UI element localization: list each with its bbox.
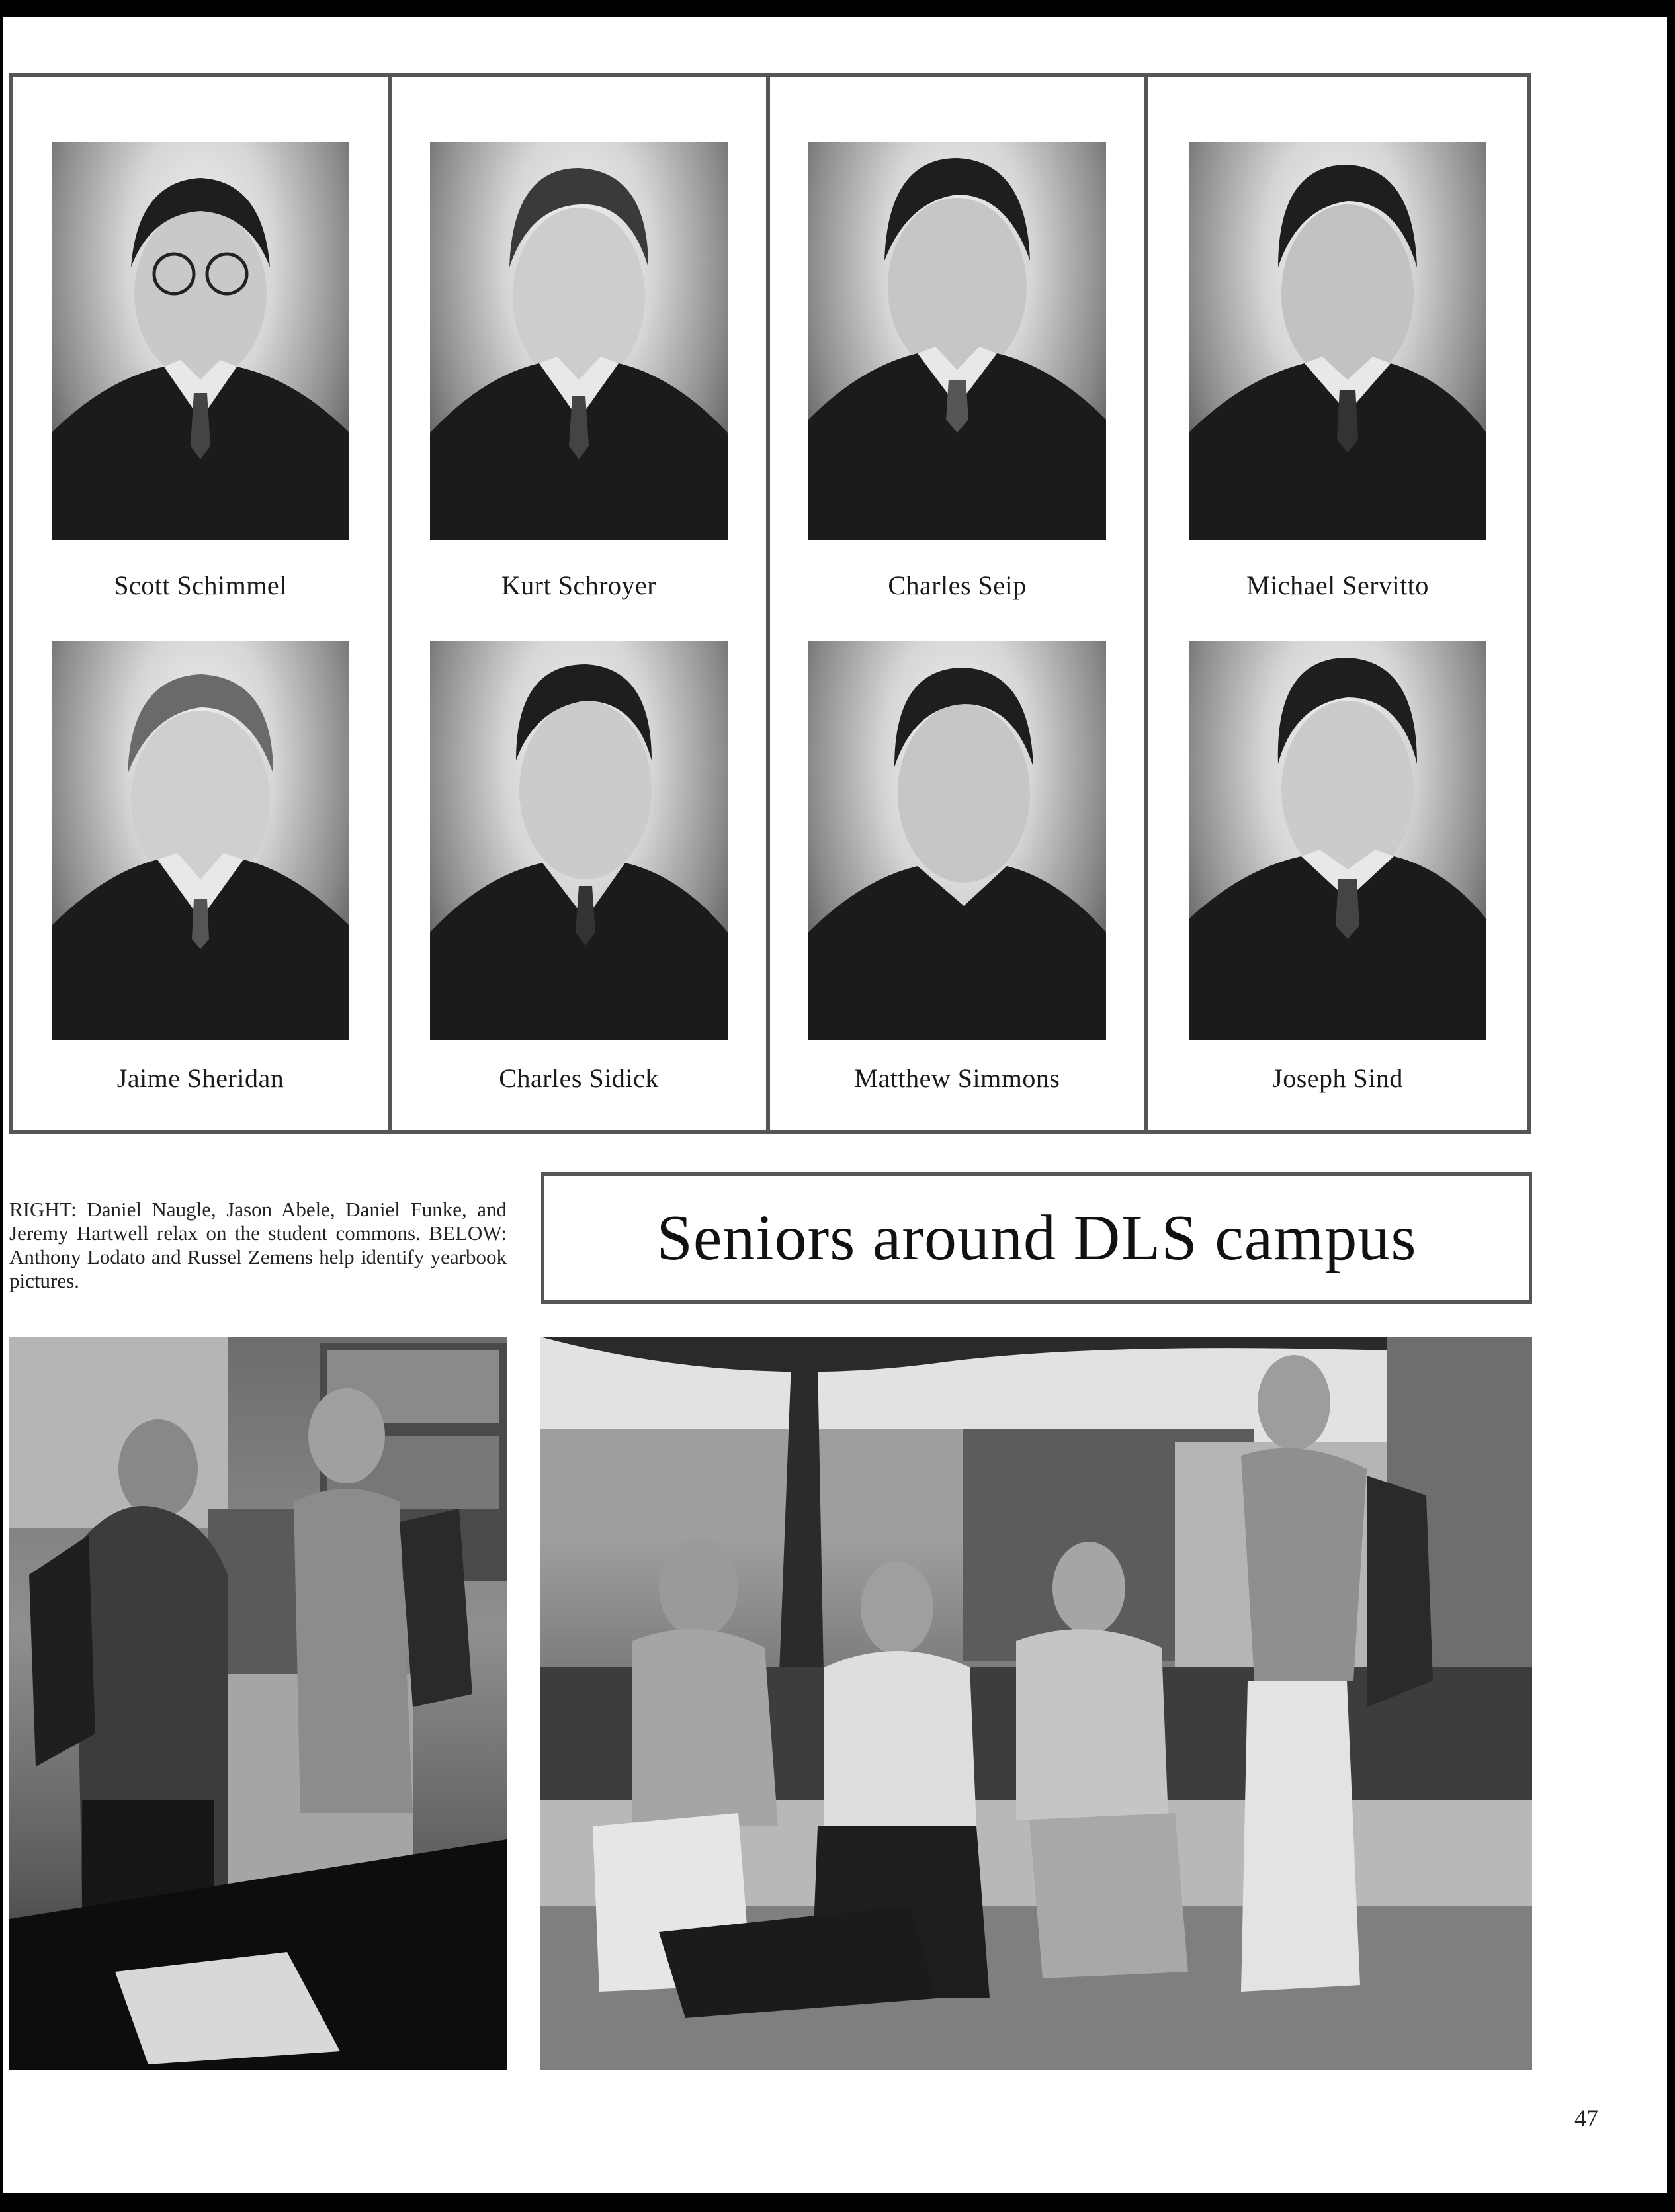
portrait-photo (808, 641, 1106, 1040)
portrait-name: Joseph Sind (1272, 1063, 1403, 1093)
photo-caption: RIGHT: Daniel Naugle, Jason Abele, Daniel Funke, and Jeremy Hartwell relax on the student commons. BELOW: Anthony Lodato and Russel Zemens help identify yearbook pictures. (9, 1198, 507, 1292)
headline-box (541, 1172, 1532, 1304)
portrait-column (1148, 77, 1527, 1130)
portrait-cell (770, 576, 1144, 1093)
portrait-cell (13, 77, 388, 600)
portrait-column (770, 77, 1148, 1130)
portrait-photo (1189, 641, 1486, 1040)
portrait-cell (1148, 77, 1527, 600)
portrait-photo (430, 142, 728, 540)
portrait-name: Matthew Simmons (854, 1063, 1060, 1093)
portrait-photo (52, 142, 349, 540)
portrait-name: Jaime Sheridan (116, 1063, 284, 1093)
portrait-photo (808, 142, 1106, 540)
section-headline: Seniors around DLS campus (656, 1202, 1417, 1274)
portrait-name: Michael Servitto (1246, 570, 1429, 600)
portrait-cell (392, 77, 766, 600)
portrait-column (392, 77, 770, 1130)
page-right-edge (1667, 0, 1675, 2212)
portrait-name: Scott Schimmel (114, 570, 287, 600)
portrait-photo (52, 641, 349, 1040)
portrait-photo (1189, 142, 1486, 540)
senior-portrait-grid (9, 73, 1531, 1134)
portrait-column (13, 77, 392, 1130)
portrait-cell (1148, 576, 1527, 1093)
portrait-cell (770, 77, 1144, 600)
portrait-name: Kurt Schroyer (501, 570, 657, 600)
portrait-photo (430, 641, 728, 1040)
portrait-name: Charles Sidick (499, 1063, 659, 1093)
page-bottom-edge (0, 2193, 1675, 2212)
portrait-name: Charles Seip (888, 570, 1027, 600)
student-commons-photo (540, 1337, 1532, 2070)
page-left-edge (0, 0, 3, 2212)
page-number: 47 (1574, 2105, 1598, 2131)
portrait-cell (13, 576, 388, 1093)
portrait-cell (392, 576, 766, 1093)
page-top-edge (0, 0, 1675, 17)
yearbook-pictures-photo (9, 1337, 507, 2070)
